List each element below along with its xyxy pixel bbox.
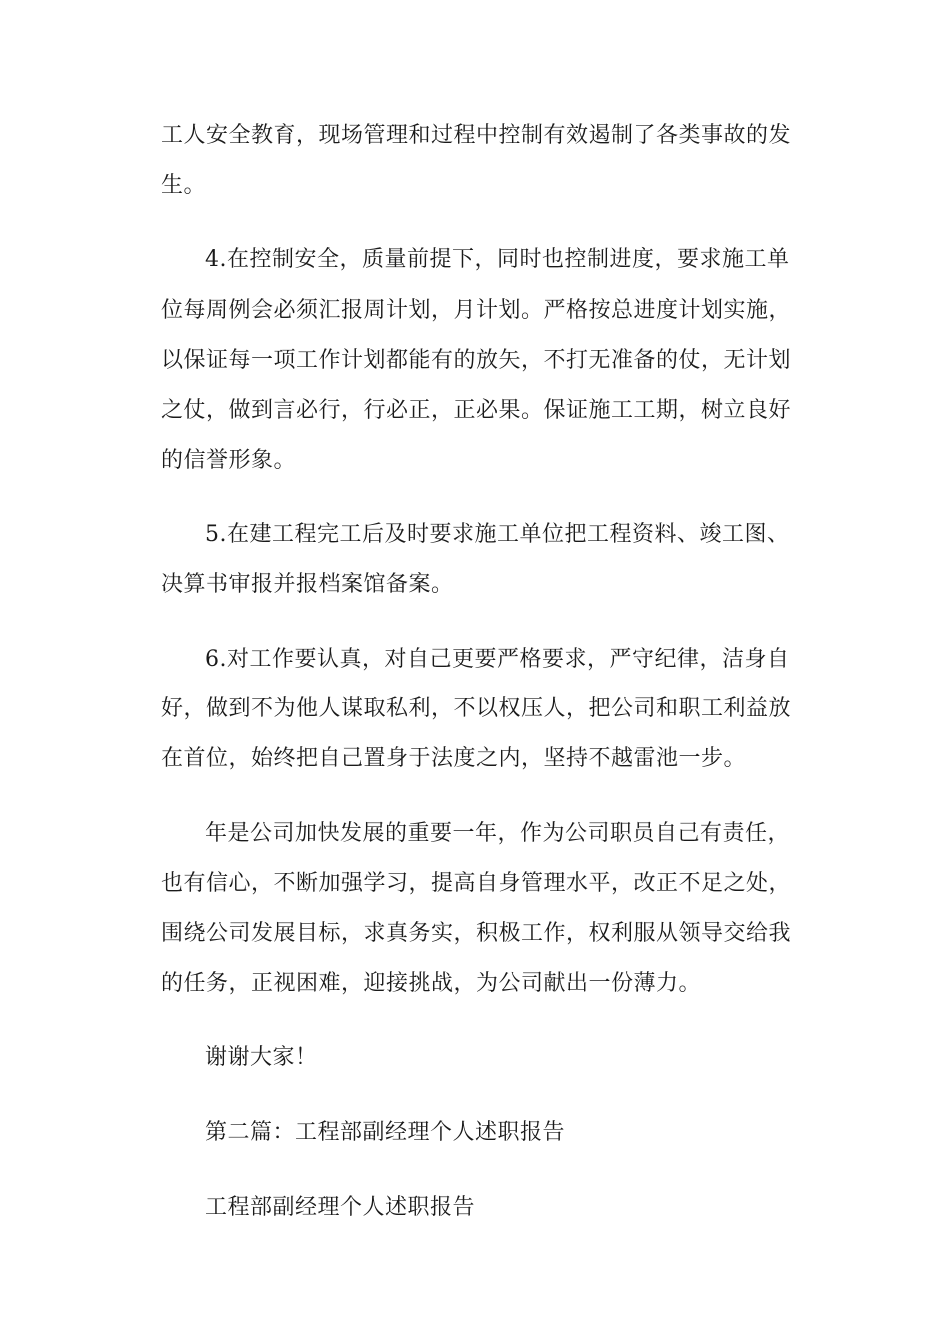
paragraph-line: 围绕公司发展目标，求真务实，积极工作，权利服从领导交给我 bbox=[161, 921, 792, 946]
paragraph-line: 5.在建工程完工后及时要求施工单位把工程资料、竣工图、 bbox=[205, 522, 790, 547]
paragraph-line: 年是公司加快发展的重要一年，作为公司职员自己有责任， bbox=[205, 821, 791, 846]
paragraph-line: 好，做到不为他人谋取私利，不以权压人，把公司和职工利益放 bbox=[161, 696, 792, 721]
paragraph-line: 位每周例会必须汇报周计划，月计划。严格按总进度计划实施， bbox=[161, 298, 792, 323]
paragraph-line: 之仗，做到言必行，行必正，正必果。保证施工工期，树立良好 bbox=[161, 398, 792, 423]
report-title: 工程部副经理个人述职报告 bbox=[205, 1195, 476, 1220]
paragraph-line: 在首位，始终把自己置身于法度之内，坚持不越雷池一步。 bbox=[161, 746, 747, 771]
section-heading: 第二篇：工程部副经理个人述职报告 bbox=[205, 1120, 566, 1145]
paragraph-line: 4.在控制安全，质量前提下，同时也控制进度，要求施工单 bbox=[205, 247, 790, 272]
paragraph-line: 6.对工作要认真，对自己更要严格要求，严守纪律，洁身自 bbox=[205, 647, 790, 672]
paragraph-line: 的任务，正视困难，迎接挑战，为公司献出一份薄力。 bbox=[161, 971, 702, 996]
paragraph-line: 的信誉形象。 bbox=[161, 448, 297, 473]
paragraph-line: 以保证每一项工作计划都能有的放矢，不打无准备的仗，无计划 bbox=[161, 348, 792, 373]
paragraph-line: 决算书审报并报档案馆备案。 bbox=[161, 572, 454, 597]
paragraph-line: 生。 bbox=[161, 173, 207, 198]
closing-line: 谢谢大家！ bbox=[205, 1045, 318, 1070]
paragraph-line: 工人安全教育，现场管理和过程中控制有效遏制了各类事故的发 bbox=[161, 123, 792, 148]
paragraph-line: 也有信心，不断加强学习，提高自身管理水平，改正不足之处， bbox=[161, 871, 792, 896]
